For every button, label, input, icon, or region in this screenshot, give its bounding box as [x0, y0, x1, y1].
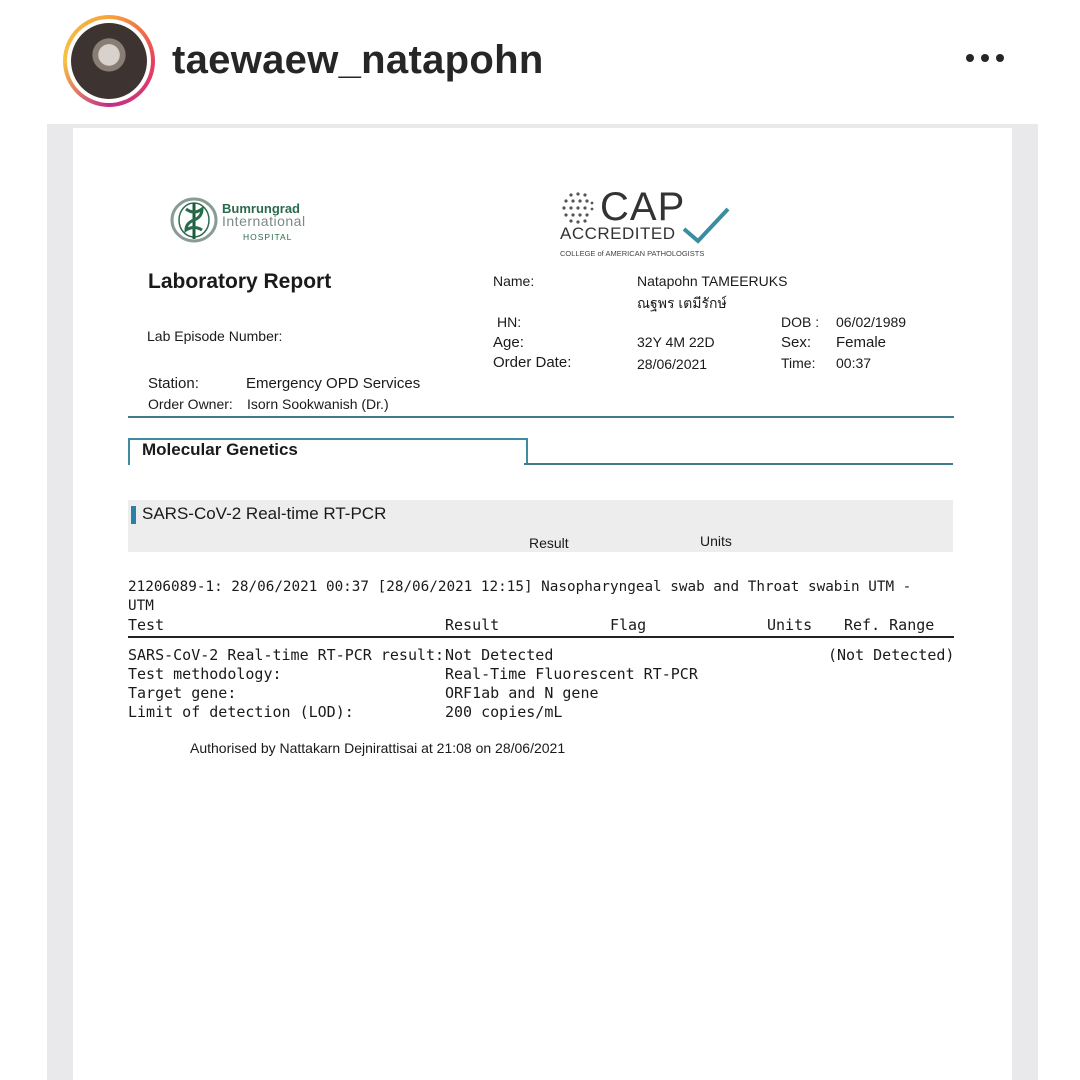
order-owner-label: Order Owner: — [148, 396, 233, 412]
avatar-photo — [71, 23, 147, 99]
age-label: Age: — [493, 334, 524, 351]
col-header-units: Units — [767, 616, 813, 634]
section-title: Molecular Genetics — [142, 440, 298, 459]
table-row-ref-range: (Not Detected) — [828, 646, 955, 664]
name-thai: ณฐพร เตมีรักษ์ — [637, 295, 727, 311]
hn-label: HN: — [497, 314, 522, 330]
specimen-line-2: UTM — [128, 598, 154, 614]
station-value: Emergency OPD Services — [246, 375, 421, 392]
caduceus-icon — [170, 197, 218, 243]
post-header — [0, 0, 1080, 125]
lab-episode-label: Lab Episode Number: — [147, 328, 283, 344]
table-row-result: Real-Time Fluorescent RT-PCR — [445, 665, 698, 683]
col-header-flag: Flag — [610, 616, 647, 634]
avatar[interactable] — [63, 15, 155, 107]
more-horizontal-icon[interactable] — [966, 50, 1004, 66]
units-header: Units — [700, 533, 732, 549]
sex-value: Female — [836, 334, 887, 351]
station-label: Station: — [148, 375, 199, 392]
table-row-result: 200 copies/mL — [445, 703, 563, 721]
time-label: Time: — [781, 355, 816, 371]
section-divider — [524, 463, 953, 465]
time-value: 00:37 — [836, 355, 872, 371]
name-value: Natapohn TAMEERUKS — [637, 273, 788, 289]
table-header-rule — [128, 636, 954, 638]
hospital-name: Bumrungrad — [222, 201, 300, 216]
age-value: 32Y 4M 22D — [637, 334, 715, 350]
specimen-line-1: 21206089-1: 28/06/2021 00:37 [28/06/2021 12:15] Nasopharyngeal swab and Throat swabin UTM - — [128, 579, 912, 595]
result-header: Result — [529, 535, 569, 551]
header-divider — [128, 416, 954, 418]
col-header-test: Test — [128, 616, 165, 634]
cap-accredited-text: ACCREDITED — [560, 224, 676, 243]
table-row-result: ORF1ab and N gene — [445, 684, 599, 702]
table-row-test: Test methodology: — [128, 665, 282, 683]
test-marker — [131, 506, 136, 524]
table-row-test: SARS-CoV-2 Real-time RT-PCR result: — [128, 646, 445, 664]
checkmark-icon — [682, 207, 730, 245]
test-title: SARS-CoV-2 Real-time RT-PCR — [142, 504, 387, 523]
dob-value: 06/02/1989 — [836, 314, 907, 330]
report-title: Laboratory Report — [148, 270, 332, 293]
cap-globe-icon — [561, 191, 595, 225]
order-date-value: 28/06/2021 — [637, 356, 708, 372]
sex-label: Sex: — [781, 334, 812, 351]
col-header-result: Result — [445, 616, 500, 634]
table-row-result: Not Detected — [445, 646, 554, 664]
cap-college-text: COLLEGE of AMERICAN PATHOLOGISTS — [560, 249, 705, 258]
table-row-test: Target gene: — [128, 684, 237, 702]
col-header-ref-range: Ref. Range — [844, 616, 935, 634]
hospital-type: HOSPITAL — [243, 232, 293, 242]
name-label: Name: — [493, 273, 535, 289]
cap-text: CAP — [600, 185, 686, 229]
authorised-by: Authorised by Nattakarn Dejnirattisai at 21:08 on 28/06/2021 — [190, 740, 566, 756]
table-row-test: Limit of detection (LOD): — [128, 703, 354, 721]
order-date-label: Order Date: — [493, 354, 572, 371]
dob-label: DOB : — [781, 314, 820, 330]
hospital-subname: International — [222, 213, 306, 229]
order-owner-value: Isorn Sookwanish (Dr.) — [247, 396, 389, 412]
username[interactable]: taewaew_natapohn — [172, 38, 544, 82]
